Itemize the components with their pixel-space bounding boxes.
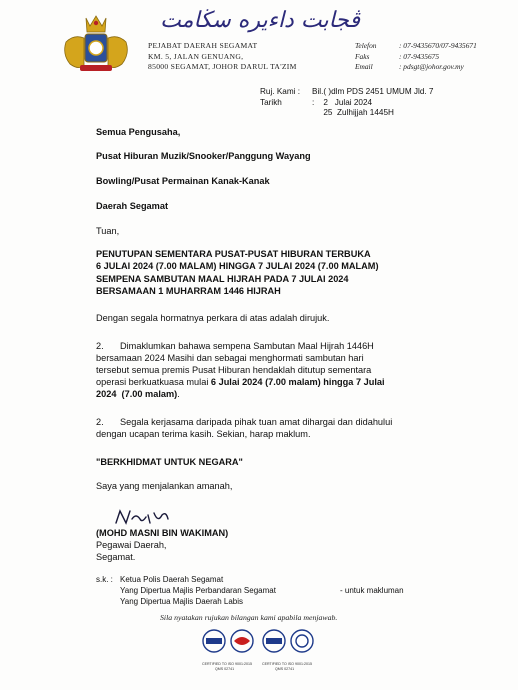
intro-paragraph: Dengan segala hormatnya perkara di atas adalah dirujuk. <box>96 313 330 323</box>
cert-logo-3 <box>263 630 285 652</box>
cert-label-3: CERTIFIED TO ISO 9001:2015 <box>262 662 312 666</box>
email-label: Email <box>355 62 373 71</box>
subject-line-1: PENUTUPAN SEMENTARA PUSAT-PUSAT HIBURAN TERBUKA <box>96 249 371 259</box>
ruj-label: Ruj. Kami : <box>260 87 301 96</box>
para2-line-2: bersamaan 2024 Masihi dan sebagai menghormati sambutan hari <box>96 353 364 363</box>
addressee-2: Pusat Hiburan Muzik/Snooker/Panggung Wayang <box>96 151 311 161</box>
para2-line-4-text: operasi berkuatkuasa mulai <box>96 377 211 387</box>
para2-line-1: Dimaklumkan bahawa sempena Sambutan Maal Hijrah 1446H <box>120 341 374 351</box>
motto: "BERKHIDMAT UNTUK NEGARA" <box>96 457 243 467</box>
cc-note: - untuk makluman <box>340 586 404 595</box>
subject-line-3: SEMPENA SAMBUTAN MAAL HIJRAH PADA 7 JULAI 2024 <box>96 274 349 284</box>
cert-logo-1 <box>203 630 225 652</box>
phone-label: Telefon <box>355 41 377 50</box>
para2-number: 2. <box>96 341 104 351</box>
signatory-name: (MOHD MASNI BIN WAKIMAN) <box>96 528 229 538</box>
fax-label: Faks <box>355 51 370 61</box>
ruj-value: Bil.( )dlm PDS 2451 UMUM Jld. 7 <box>312 87 434 96</box>
contact-block <box>355 41 477 73</box>
cert-label-4: QMS 02741 <box>275 667 295 671</box>
cc-item-1: Ketua Polis Daerah Segamat <box>120 575 224 584</box>
office-street: KM. 5, JALAN GENUANG, <box>148 51 244 61</box>
salutation: Tuan, <box>96 226 120 236</box>
para2-line-5-bold: 2024 (7.00 malam) <box>96 389 178 399</box>
para2-line-4-bold: 6 Julai 2024 (7.00 malam) hingga 7 Julai <box>210 377 385 387</box>
para3-number: 2. <box>96 417 104 427</box>
tarikh-label: Tarikh <box>260 97 282 107</box>
signatory-title: Pegawai Daerah, <box>96 540 167 550</box>
cc-item-3: Yang Dipertua Majlis Daerah Labis <box>120 597 244 606</box>
tarikh-hijri: 25 Zulhijjah 1445H <box>312 108 394 117</box>
cc-block <box>96 574 404 607</box>
addressee-4: Daerah Segamat <box>96 201 169 211</box>
cert-logo-2 <box>231 630 253 652</box>
para3-line-1: Segala kerjasama daripada pihak tuan amat dihargai dan didahului <box>120 417 393 427</box>
tarikh-masihi: : 2 Julai 2024 <box>312 97 373 107</box>
reference-block <box>260 87 433 119</box>
subject-line-2: 6 JULAI 2024 (7.00 MALAM) HINGGA 7 JULAI 2024 (7.00 MALAM) <box>96 261 379 271</box>
para2-line-4 <box>96 376 438 388</box>
office-city: 85000 SEGAMAT, JOHOR DARUL TA'ZIM <box>148 62 297 71</box>
cc-label: s.k. : <box>96 575 113 584</box>
subject-line-4: BERSAMAAN 1 MUHARRAM 1446 HIJRAH <box>96 286 281 296</box>
johor-crest-logo <box>60 12 132 74</box>
addressee-3: Bowling/Pusat Permainan Kanak-Kanak <box>96 176 270 186</box>
para2-line-5-end: . <box>177 389 180 399</box>
addressee-1: Semua Pengusaha, <box>96 127 181 137</box>
jawi-heading: ڤجابت داءيره سڬامت <box>160 8 360 33</box>
cert-label-1: CERTIFIED TO ISO 9001:2015 <box>202 662 252 666</box>
para2-line-3: tersebut semua premis Pusat Hiburan hendaklah ditutup sementara <box>96 365 372 375</box>
cert-label-2: QMS 02741 <box>215 667 235 671</box>
phone-value: : 07-9435670/07-9435671 <box>399 41 477 50</box>
cert-logo-4 <box>291 630 313 652</box>
office-name: PEJABAT DAERAH SEGAMAT <box>148 41 258 50</box>
email-value: : pdsgt@johor.gov.my <box>399 62 464 71</box>
closing: Saya yang menjalankan amanah, <box>96 481 233 491</box>
handwritten-signature <box>112 505 172 529</box>
signatory-place: Segamat. <box>96 552 136 562</box>
reference-notice: Sila nyatakan rujukan bilangan kami apabila menjawab. <box>160 613 338 622</box>
para2-line-5 <box>96 388 438 400</box>
office-address <box>148 41 297 73</box>
cc-item-2: Yang Dipertua Majlis Perbandaran Segamat <box>120 586 276 595</box>
fax-value: : 07-9435675 <box>399 51 440 61</box>
para3-line-2: dengan ucapan terima kasih. Sekian, harap maklum. <box>96 429 311 439</box>
